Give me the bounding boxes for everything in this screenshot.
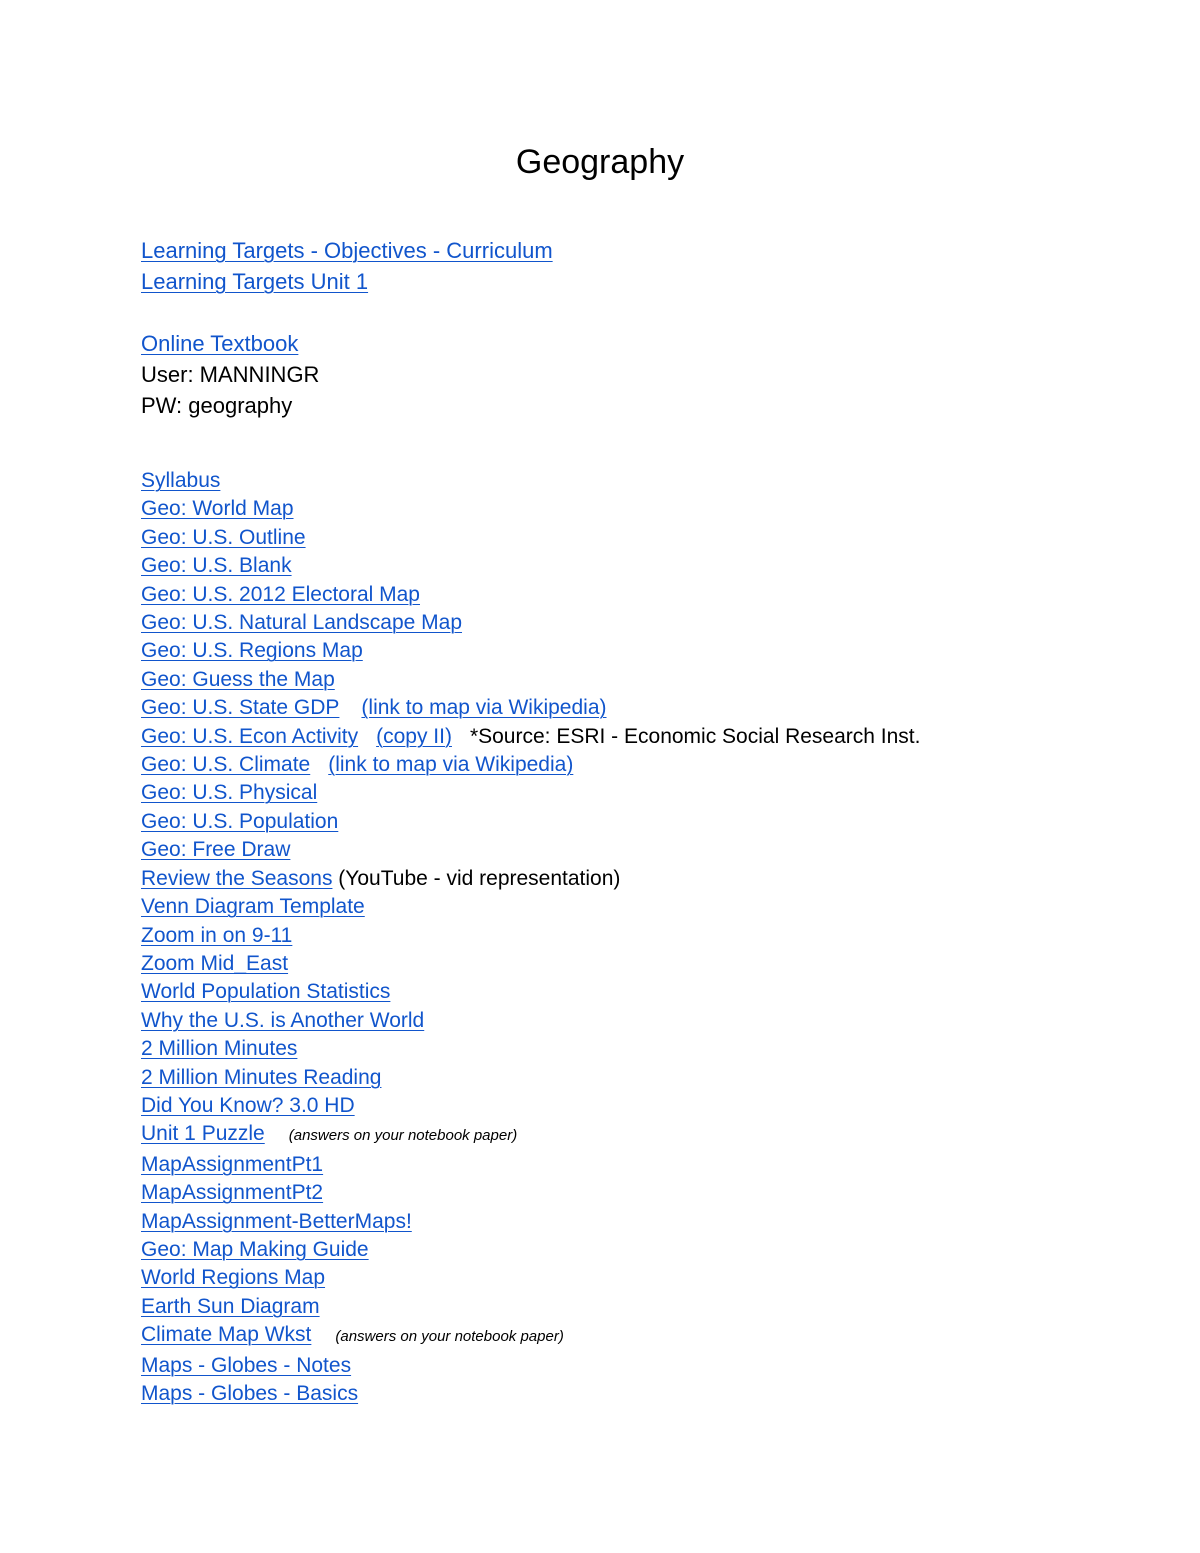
zoom-9-11-link[interactable]: Zoom in on 9-11 — [141, 923, 293, 947]
us-state-gdp-link[interactable]: Geo: U.S. State GDP — [141, 696, 340, 720]
list-item — [141, 1120, 920, 1150]
us-climate-link[interactable]: Geo: U.S. Climate — [141, 753, 311, 777]
online-textbook-link[interactable]: Online Textbook — [141, 331, 299, 356]
climate-answers-note: (answers on your notebook paper) — [335, 1328, 564, 1346]
us-electoral-map-link[interactable]: Geo: U.S. 2012 Electoral Map — [141, 582, 420, 606]
map-assignment-pt1-link[interactable]: MapAssignmentPt1 — [141, 1152, 324, 1176]
guess-the-map-link[interactable]: Geo: Guess the Map — [141, 667, 335, 691]
list-item — [141, 1092, 920, 1120]
us-population-link[interactable]: Geo: U.S. Population — [141, 809, 339, 833]
maps-globes-notes-link[interactable]: Maps - Globes - Notes — [141, 1353, 352, 1377]
list-item — [141, 328, 319, 359]
list-item — [141, 1179, 920, 1207]
climate-map-wkst-link[interactable]: Climate Map Wkst — [141, 1323, 312, 1347]
map-assignment-pt2-link[interactable]: MapAssignmentPt2 — [141, 1181, 324, 1205]
wikipedia-gdp-map-link[interactable]: (link to map via Wikipedia) — [361, 696, 607, 720]
list-item — [141, 581, 920, 609]
list-item — [141, 950, 920, 978]
list-item — [141, 808, 920, 836]
list-item — [141, 467, 920, 495]
esri-source-note: *Source: ESRI - Economic Social Research Inst. — [469, 724, 921, 748]
review-seasons-link[interactable]: Review the Seasons — [141, 866, 333, 890]
learning-targets-link[interactable]: Learning Targets - Objectives - Curriculum — [141, 238, 553, 263]
world-regions-map-link[interactable]: World Regions Map — [141, 1266, 326, 1290]
learning-targets-unit-1-link[interactable]: Learning Targets Unit 1 — [141, 269, 369, 294]
list-item — [141, 524, 920, 552]
textbook-block — [141, 328, 319, 421]
list-item — [141, 1380, 920, 1408]
us-econ-activity-link[interactable]: Geo: U.S. Econ Activity — [141, 724, 359, 748]
did-you-know-link[interactable]: Did You Know? 3.0 HD — [141, 1093, 355, 1117]
list-item — [141, 751, 920, 779]
list-item — [141, 609, 920, 637]
venn-diagram-link[interactable]: Venn Diagram Template — [141, 895, 365, 919]
page-title: Geography — [515, 143, 685, 181]
us-another-world-link[interactable]: Why the U.S. is Another World — [141, 1008, 425, 1032]
list-item — [141, 1064, 920, 1092]
list-item — [141, 1035, 920, 1063]
youtube-note: (YouTube - vid representation) — [338, 866, 621, 890]
wikipedia-climate-map-link[interactable]: (link to map via Wikipedia) — [328, 753, 574, 777]
list-item — [141, 495, 920, 523]
list-item — [141, 1236, 920, 1264]
earth-sun-diagram-link[interactable]: Earth Sun Diagram — [141, 1294, 320, 1318]
list-item — [141, 694, 920, 722]
list-item — [141, 1321, 920, 1351]
list-item — [141, 779, 920, 807]
resource-link-list — [141, 467, 920, 1408]
list-item — [141, 723, 920, 751]
list-item — [141, 865, 920, 893]
list-item — [141, 922, 920, 950]
list-item — [141, 1208, 920, 1236]
us-regions-map-link[interactable]: Geo: U.S. Regions Map — [141, 639, 363, 663]
textbook-password: PW: geography — [141, 393, 293, 418]
world-map-link[interactable]: Geo: World Map — [141, 497, 294, 521]
free-draw-link[interactable]: Geo: Free Draw — [141, 838, 291, 862]
textbook-user: User: MANNINGR — [141, 362, 320, 387]
map-assignment-better-maps-link[interactable]: MapAssignment-BetterMaps! — [141, 1209, 412, 1233]
map-making-guide-link[interactable]: Geo: Map Making Guide — [141, 1237, 369, 1261]
unit-1-puzzle-link[interactable]: Unit 1 Puzzle — [141, 1122, 265, 1146]
list-item — [141, 666, 920, 694]
two-million-minutes-link[interactable]: 2 Million Minutes — [141, 1037, 298, 1061]
us-physical-link[interactable]: Geo: U.S. Physical — [141, 781, 318, 805]
zoom-mid-east-link[interactable]: Zoom Mid_East — [141, 951, 289, 975]
us-outline-link[interactable]: Geo: U.S. Outline — [141, 525, 306, 549]
econ-copy-ii-link[interactable]: (copy II) — [376, 724, 452, 748]
list-item — [141, 1352, 920, 1380]
maps-globes-basics-link[interactable]: Maps - Globes - Basics — [141, 1382, 359, 1405]
list-item — [141, 1007, 920, 1035]
world-population-stats-link[interactable]: World Population Statistics — [141, 980, 391, 1004]
list-item — [141, 235, 553, 266]
list-item — [141, 266, 553, 297]
puzzle-answers-note: (answers on your notebook paper) — [288, 1127, 518, 1145]
learning-targets-block — [141, 235, 553, 297]
list-item — [141, 552, 920, 580]
list-item — [141, 836, 920, 864]
two-million-minutes-reading-link[interactable]: 2 Million Minutes Reading — [141, 1065, 382, 1089]
list-item — [141, 1293, 920, 1321]
list-item — [141, 1264, 920, 1292]
list-item — [141, 1151, 920, 1179]
us-blank-link[interactable]: Geo: U.S. Blank — [141, 554, 292, 578]
list-item — [141, 893, 920, 921]
syllabus-link[interactable]: Syllabus — [141, 469, 221, 492]
list-item — [141, 637, 920, 665]
list-item — [141, 978, 920, 1006]
us-natural-landscape-link[interactable]: Geo: U.S. Natural Landscape Map — [141, 611, 463, 635]
